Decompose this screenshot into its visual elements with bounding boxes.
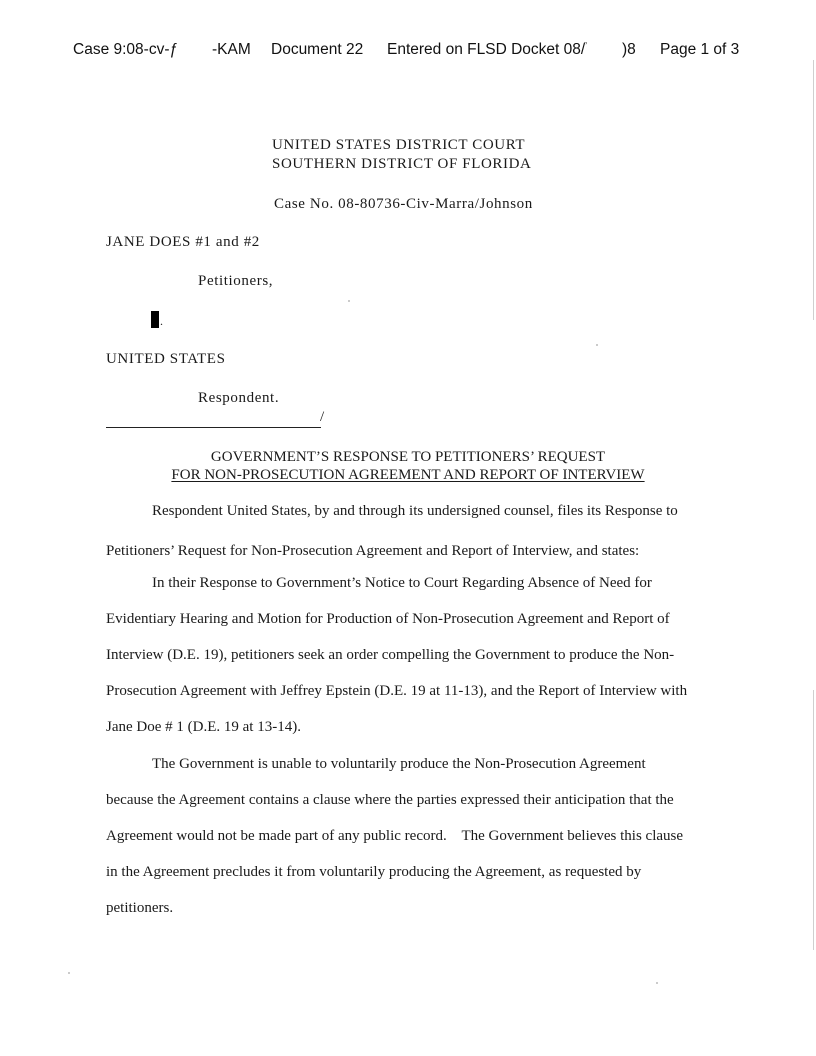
body-line: Interview (D.E. 19), petitioners seek an order compelling the Government to produce the Non- <box>106 647 675 663</box>
scan-speck <box>656 982 658 984</box>
scan-edge-line <box>813 690 814 950</box>
header-judge-initials: -KAM <box>212 41 251 58</box>
versus-mark: . <box>160 314 163 328</box>
court-name: UNITED STATES DISTRICT COURT <box>272 137 526 153</box>
header-entered-text: Entered on FLSD Docket 08/ <box>387 41 586 58</box>
header-case-glyph: ƒ <box>169 41 179 58</box>
body-line: Petitioners’ Request for Non-Prosecution Agreement and Report of Interview, and states: <box>106 543 640 559</box>
header-year-fragment: )8 <box>622 41 636 58</box>
title-line-2: FOR NON-PROSECUTION AGREEMENT AND REPORT OF INTERVIEW <box>171 467 645 483</box>
respondent-role: Respondent. <box>198 390 280 406</box>
header-entered-glyph: ʼ <box>585 41 588 51</box>
body-line: The Government is unable to voluntarily produce the Non-Prosecution Agreement <box>152 756 646 772</box>
header-case-prefix: Case 9:08-cv- <box>73 41 170 58</box>
scan-speck <box>348 300 350 302</box>
scan-speck <box>596 344 598 346</box>
redaction-mark <box>151 311 159 328</box>
court-district: SOUTHERN DISTRICT OF FLORIDA <box>272 156 532 172</box>
body-line: Jane Doe # 1 (D.E. 19 at 13-14). <box>106 719 301 735</box>
caption-slash: / <box>320 409 325 425</box>
header-page-number: Page 1 of 3 <box>660 41 740 58</box>
petitioner-name: JANE DOES #1 and #2 <box>106 234 260 250</box>
header-entered-on <box>387 41 587 59</box>
body-line: Prosecution Agreement with Jeffrey Epstein (D.E. 19 at 11-13), and the Report of Interview with <box>106 683 688 699</box>
body-line: Respondent United States, by and through its undersigned counsel, files its Response to <box>152 503 678 519</box>
body-line: Evidentiary Hearing and Motion for Production of Non-Prosecution Agreement and Report of <box>106 611 670 627</box>
scan-edge-line <box>813 60 814 320</box>
body-line: because the Agreement contains a clause where the parties expressed their anticipation that the <box>106 792 674 808</box>
header-case-number <box>73 41 178 59</box>
respondent-name: UNITED STATES <box>106 351 226 367</box>
body-line: In their Response to Government’s Notice to Court Regarding Absence of Need for <box>152 575 652 591</box>
caption-rule <box>106 427 321 428</box>
petitioner-role: Petitioners, <box>198 273 274 289</box>
body-line: Agreement would not be made part of any public record. The Government believes this clause <box>106 828 684 844</box>
header-document-number: Document 22 <box>271 41 364 58</box>
body-line: in the Agreement precludes it from voluntarily producing the Agreement, as requested by <box>106 864 642 880</box>
case-number: Case No. 08-80736-Civ-Marra/Johnson <box>274 196 533 212</box>
title-line-1: GOVERNMENT’S RESPONSE TO PETITIONERS’ REQUEST <box>210 449 606 465</box>
scan-speck <box>68 972 70 974</box>
body-line: petitioners. <box>106 900 174 916</box>
